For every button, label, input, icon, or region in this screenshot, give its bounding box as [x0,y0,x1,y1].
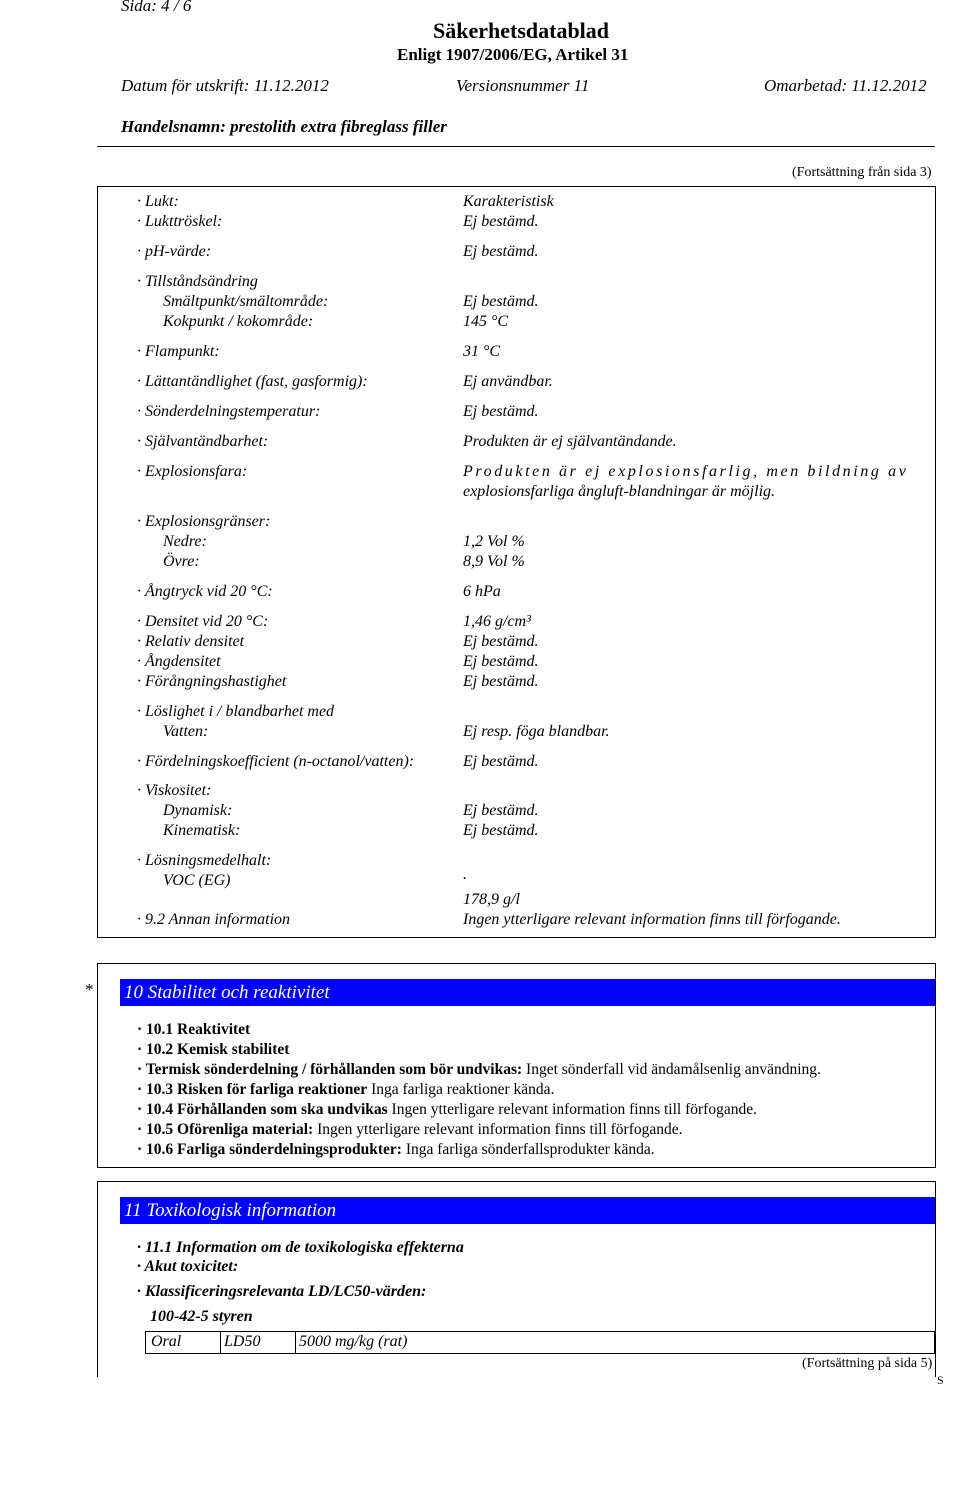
type-cell: LD50 [220,1331,296,1354]
flampunkt-label: · Flampunkt: [137,343,220,360]
ovre-value: 8,9 Vol % [463,553,525,570]
print-date: Datum för utskrift: 11.12.2012 [121,76,329,95]
ld-lc50-label: · Klassificeringsrelevanta LD/LC50-värden: [137,1283,427,1300]
vatten-value: Ej resp. föga blandbar. [463,723,610,740]
toxicological-info-label: · 11.1 Information om de toxikologiska effekterna [137,1239,464,1256]
explosionsfara-value-line1: Produkten är ej explosionsfarlig, men bildning av [463,463,909,480]
ovre-label: Övre: [163,553,200,570]
revised-date: Omarbetad: 11.12.2012 [764,76,927,95]
sjalvantandbarhet-value: Produkten är ej självantändande. [463,433,677,450]
dynamisk-label: Dynamisk: [163,802,233,819]
forangningshastighet-label: · Förångningshastighet [137,673,287,690]
section-11-heading: 11 Toxikologisk information [120,1197,935,1224]
densitet-label: · Densitet vid 20 °C: [137,613,269,630]
angtryck-label: · Ångtryck vid 20 °C: [137,583,273,600]
value-cell: 5000 mg/kg (rat) [295,1331,935,1354]
section-10-item [137,1141,655,1159]
sjalvantandbarhet-label: · Självantändbarhet: [137,433,269,450]
continuation-from: (Fortsättning från sida 3) [792,165,932,180]
section-10-item-label: · 10.1 Reaktivitet [137,1021,251,1038]
section-10-item-text: Inget sönderfall vid ändamålsenlig användning. [522,1061,821,1078]
version-number: Versionsnummer 11 [456,76,590,95]
relativ-densitet-label: · Relativ densitet [137,633,245,650]
viskositet-label: · Viskositet: [137,782,212,799]
angdensitet-value: Ej bestämd. [463,653,539,670]
section-10-item [137,1021,250,1039]
smaltpunkt-value: Ej bestämd. [463,293,539,310]
section-10-item-label: · 10.5 Oförenliga material: [137,1121,314,1138]
section-10-item [137,1101,757,1119]
lattantandlighet-label: · Lättantändlighet (fast, gasformig): [137,373,368,390]
sonderdelning-label: · Sönderdelningstemperatur: [137,403,321,420]
kokpunkt-label: Kokpunkt / kokområde: [163,313,314,330]
kokpunkt-value: 145 °C [463,313,509,330]
kinematisk-label: Kinematisk: [163,822,241,839]
voc-label: VOC (EG) [163,872,231,889]
annan-information-label: · 9.2 Annan information [137,911,291,928]
section-10-heading: 10 Stabilitet och reaktivitet [120,979,935,1006]
section-10-item [137,1081,554,1099]
tillstand-label: · Tillståndsändring [137,273,258,290]
ph-label: · pH-värde: [137,243,212,260]
lukt-value: Karakteristisk [463,193,554,210]
vatten-label: Vatten: [163,723,209,740]
lukttroskel-value: Ej bestämd. [463,213,539,230]
fordelningskoefficient-label: · Fördelningskoefficient (n-octanol/vatten): [137,753,415,770]
forangningshastighet-value: Ej bestämd. [463,673,539,690]
dynamisk-value: Ej bestämd. [463,802,539,819]
ph-value: Ej bestämd. [463,243,539,260]
smaltpunkt-label: Smältpunkt/smältområde: [163,293,329,310]
loslighet-label: · Löslighet i / blandbarhet med [137,703,335,720]
voc-value-line1: . [463,866,467,883]
section-10-item-label: · Termisk sönderdelning / förhållanden som bör undvikas: [137,1061,523,1078]
fordelningskoefficient-value: Ej bestämd. [463,753,539,770]
densitet-value: 1,46 g/cm³ [463,613,531,630]
route-cell: Oral [145,1331,221,1354]
section-10-item-label: · 10.6 Farliga sönderdelningsprodukter: [137,1141,402,1158]
sonderdelning-value: Ej bestämd. [463,403,539,420]
explosionsfara-label: · Explosionsfara: [137,463,248,480]
document-title: Säkerhetsdatablad [433,18,610,43]
section-10-item [137,1041,289,1059]
nedre-value: 1,2 Vol % [463,533,525,550]
explosionsfara-value-line2: explosionsfarliga ångluft-blandningar är möjlig. [463,483,776,500]
angtryck-value: 6 hPa [463,583,501,600]
section-10-item [137,1061,821,1079]
flampunkt-value: 31 °C [463,343,501,360]
trade-name: Handelsnamn: prestolith extra fibreglass filler [121,117,447,136]
kinematisk-value: Ej bestämd. [463,822,539,839]
explosionsgranser-label: · Explosionsgränser: [137,513,271,530]
lattantandlighet-value: Ej användbar. [463,373,553,390]
substance-name: 100-42-5 styren [150,1308,253,1325]
section-10-item-label: · 10.4 Förhållanden som ska undvikas [137,1101,388,1118]
voc-value-line2: 178,9 g/l [463,891,520,908]
section-10-item-label: · 10.2 Kemisk stabilitet [137,1041,290,1058]
header-divider [97,146,935,147]
change-marker: * [85,980,94,999]
section-10-item-text: Ingen ytterligare relevant information finns till förfogande. [387,1101,757,1118]
nedre-label: Nedre: [163,533,207,550]
regulation-subtitle: Enligt 1907/2006/EG, Artikel 31 [397,45,629,64]
section-10-item-text: Inga farliga sönderfallsprodukter kända. [401,1141,655,1158]
section-10-item-text: Inga farliga reaktioner kända. [367,1081,555,1098]
section-10-item [137,1121,683,1139]
angdensitet-label: · Ångdensitet [137,653,221,670]
section-10-item-label: · 10.3 Risken för farliga reaktioner [137,1081,368,1098]
page-number: Sida: 4 / 6 [121,0,192,15]
annan-information-value: Ingen ytterligare relevant information finns till förfogande. [463,911,841,928]
footer-mark: S [937,1373,944,1387]
section-10-item-text: Ingen ytterligare relevant information finns till förfogande. [313,1121,683,1138]
losningsmedelhalt-label: · Lösningsmedelhalt: [137,852,272,869]
lukt-label: · Lukt: [137,193,179,210]
acute-toxicity-label: · Akut toxicitet: [137,1258,239,1275]
lukttroskel-label: · Lukttröskel: [137,213,223,230]
relativ-densitet-value: Ej bestämd. [463,633,539,650]
continuation-to: (Fortsättning på sida 5) [802,1356,933,1371]
